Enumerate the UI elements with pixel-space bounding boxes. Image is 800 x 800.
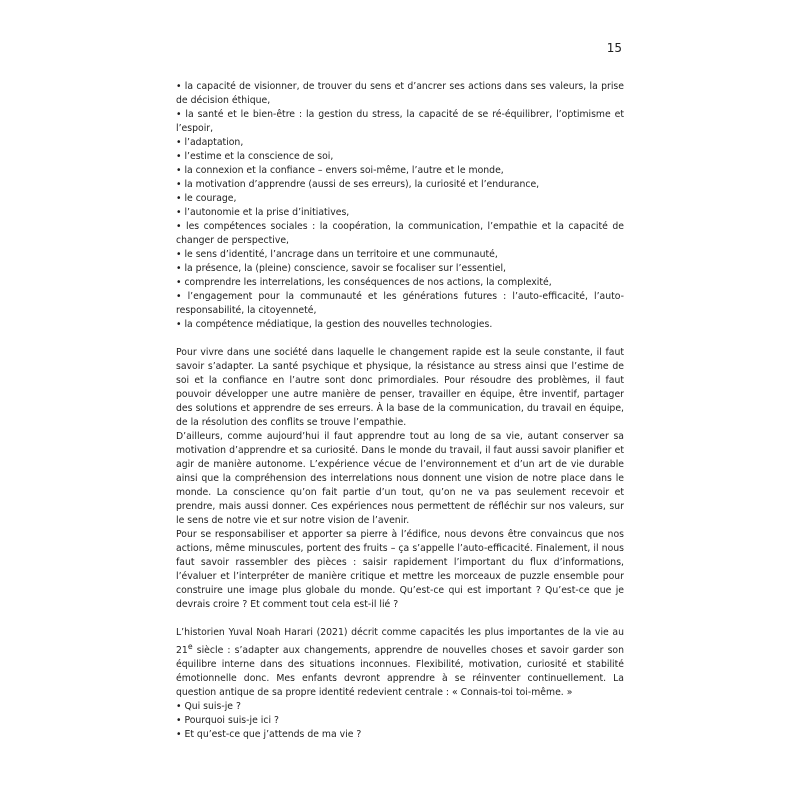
list-item: • l’estime et la conscience de soi, — [176, 151, 334, 162]
body-text — [176, 80, 624, 742]
list-item: • Pourquoi suis-je ici ? — [176, 715, 279, 727]
competence-list — [176, 80, 624, 332]
list-item: • les compétences sociales : la coopération, la communication, l’empathie et la capacité de changer de perspective, — [176, 221, 624, 246]
spacer — [176, 332, 624, 346]
list-item: • l’adaptation, — [176, 137, 244, 148]
list-item: • la connexion et la confiance – envers soi-même, l’autre et le monde, — [176, 165, 504, 176]
list-item: • l’engagement pour la communauté et les générations futures : l’auto-efficacité, l’auto-responsabilité, la citoyenneté, — [176, 291, 624, 316]
list-item: • le sens d’identité, l’ancrage dans un territoire et une communauté, — [176, 249, 498, 260]
list-item: • comprendre les interrelations, les conséquences de nos actions, la complexité, — [176, 277, 552, 288]
paragraph-text: L’historien Yuval Noah Harari (2021) décrit comme capacités les plus importantes de la vie au 21 — [176, 627, 624, 657]
paragraph-text: siècle : s’adapter aux changements, apprendre de nouvelles choses et savoir garder son équilibre interne dans des situations inconnues. Flexibilité, motivation, curiosité et stabilité émotionnelle donc. Mes enfants devront apprendre à se réinventer continuellement. La question antique de sa propre identité redevient centrale : « Connais-toi toi-même. » — [176, 645, 624, 699]
list-item: • Et qu’est-ce que j’attends de ma vie ? — [176, 729, 362, 741]
page-number: 15 — [606, 41, 622, 55]
list-item: • la capacité de visionner, de trouver du sens et d’ancrer ses actions dans ses valeurs, la prise de décision éthique, — [176, 81, 624, 106]
paragraph — [176, 626, 624, 700]
question-list — [176, 700, 624, 742]
paragraph: Pour vivre dans une société dans laquelle le changement rapide est la seule constante, il faut savoir s’adapter. La santé psychique et physique, la résistance au stress ainsi que l’estime de soi et la confiance en l’autre sont donc primordiales. Pour résoudre des problèmes, il faut pouvoir développer une autre manière de penser, travailler en équipe, être inventif, partager des solutions et apprendre de ses erreurs. À la base de la communication, du travail en équipe, de la résolution des conflits se trouve l’empathie. — [176, 347, 624, 428]
paragraph: D’ailleurs, comme aujourd’hui il faut apprendre tout au long de sa vie, autant conserver sa motivation d’apprendre et sa curiosité. Dans le monde du travail, il faut aussi savoir planifier et agir de manière autonome. L’expérience vécue de l’environnement et d’un art de vie durable ainsi que la compréhension des interrelations nous donnent une vision de notre place dans le monde. La conscience qu’on fait partie d’un tout, qu’on ne va pas seulement recevoir et prendre, mais aussi donner. Ces expériences nous permettent de réfléchir sur nos valeurs, sur le sens de notre vie et sur notre vision de l’avenir. — [176, 431, 624, 526]
list-item: • l’autonomie et la prise d’initiatives, — [176, 207, 350, 218]
spacer — [176, 612, 624, 626]
paragraph: Pour se responsabiliser et apporter sa pierre à l’édifice, nous devons être convaincus que nos actions, même minuscules, portent des fruits – ça s’appelle l’auto-efficacité. Finalement, il nous faut savoir rassembler des pièces : saisir rapidement l’important du flux d’informations, l’évaluer et l’interpréter de manière critique et mettre les morceaux de puzzle ensemble pour construire une image plus globale du monde. Qu’est-ce qui est important ? Qu’est-ce que je devrais croire ? Et comment tout cela est-il lié ? — [176, 529, 624, 610]
superscript: e — [187, 642, 193, 651]
list-item: • la présence, la (pleine) conscience, savoir se focaliser sur l’essentiel, — [176, 263, 506, 274]
list-item: • la motivation d’apprendre (aussi de ses erreurs), la curiosité et l’endurance, — [176, 179, 540, 190]
list-item: • la compétence médiatique, la gestion des nouvelles technologies. — [176, 319, 493, 330]
list-item: • Qui suis-je ? — [176, 701, 241, 713]
list-item: • la santé et le bien-être : la gestion du stress, la capacité de se ré-équilibrer, l’optimisme et l’espoir, — [176, 109, 624, 134]
list-item: • le courage, — [176, 193, 237, 204]
